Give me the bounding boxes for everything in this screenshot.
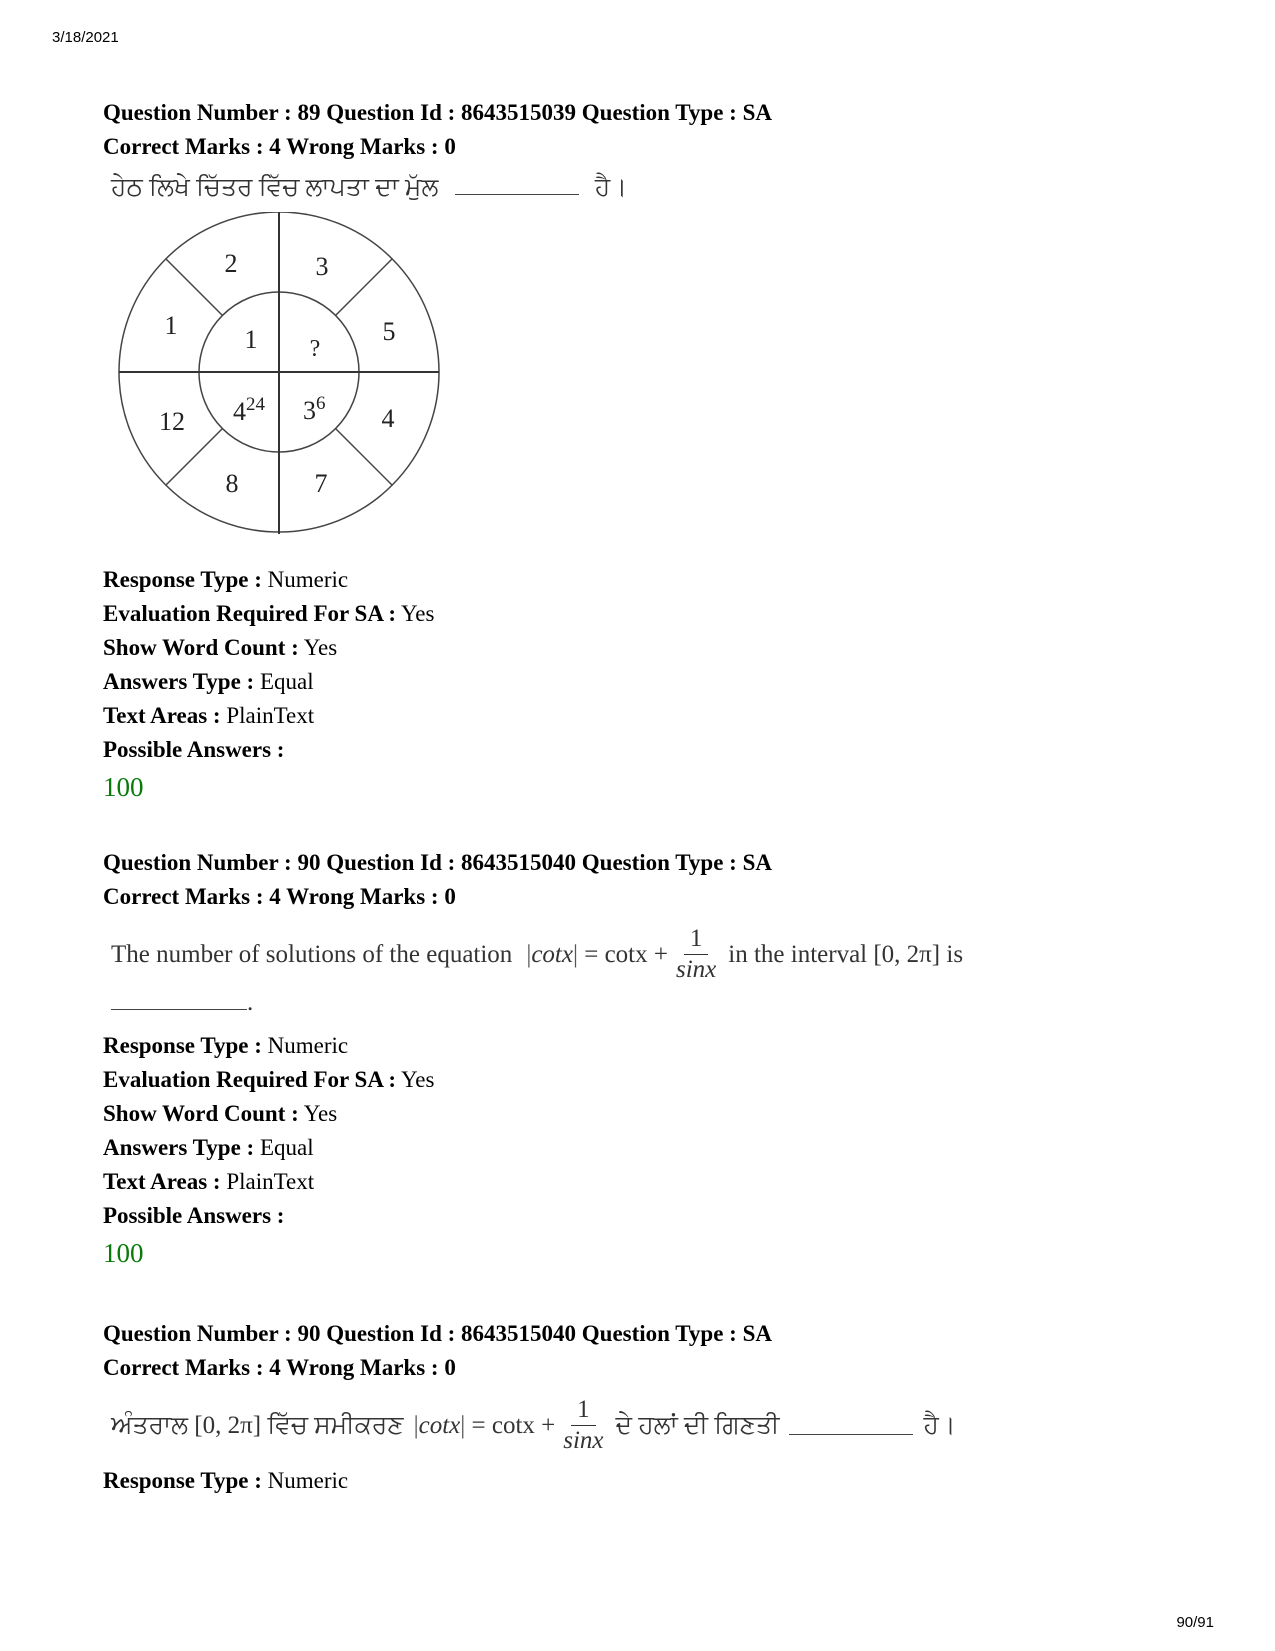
meta-label: Possible Answers : bbox=[103, 737, 285, 762]
outer-number: 8 bbox=[225, 469, 239, 498]
question-stem bbox=[111, 174, 1213, 202]
question-meta bbox=[103, 563, 1213, 767]
question-header: Question Number : 90 Question Id : 8643515040 Question Type : SA bbox=[103, 1321, 772, 1346]
outer-number: 7 bbox=[314, 469, 328, 498]
question-stem bbox=[111, 924, 1213, 985]
meta-label: Show Word Count : bbox=[103, 1101, 299, 1126]
outer-number: 4 bbox=[381, 404, 395, 433]
radial-line bbox=[166, 429, 222, 485]
meta-row bbox=[103, 1063, 1213, 1097]
meta-row bbox=[103, 733, 1213, 767]
meta-label: Text Areas : bbox=[103, 1169, 221, 1194]
meta-row bbox=[103, 563, 1213, 597]
answer-blank bbox=[111, 991, 247, 1010]
marks-line: Correct Marks : 4 Wrong Marks : 0 bbox=[103, 884, 456, 909]
meta-row bbox=[103, 597, 1213, 631]
meta-row bbox=[103, 699, 1213, 733]
meta-row bbox=[103, 1131, 1213, 1165]
meta-value: Yes bbox=[303, 1101, 338, 1126]
fraction: $\frac{1}{\sin x}$ bbox=[675, 925, 717, 983]
question-90-punjabi bbox=[103, 1317, 1213, 1498]
print-date: 3/18/2021 bbox=[52, 29, 119, 46]
outer-number: 3 bbox=[315, 252, 329, 281]
marks-line: Correct Marks : 4 Wrong Marks : 0 bbox=[103, 1355, 456, 1380]
stem-text-end: ਹੈ। bbox=[594, 174, 628, 201]
marks-line: Correct Marks : 4 Wrong Marks : 0 bbox=[103, 134, 456, 159]
meta-label: Answers Type : bbox=[103, 669, 255, 694]
stem-text-tail: in the interval [0, 2π] is bbox=[728, 940, 964, 968]
meta-value: Equal bbox=[259, 669, 314, 694]
possible-answer: 100 bbox=[103, 1238, 144, 1268]
question-stem bbox=[111, 1395, 1213, 1456]
stem-text: ਅੰਤਰਾਲ [0, 2π] ਵਿੱਚ ਸਮੀਕਰਣ bbox=[111, 1411, 404, 1439]
outer-number: 1 bbox=[164, 311, 178, 340]
meta-row bbox=[103, 1029, 1213, 1063]
meta-value: Numeric bbox=[267, 567, 349, 592]
meta-value: PlainText bbox=[226, 703, 315, 728]
stem-text-end: ਹੈ। bbox=[923, 1411, 956, 1439]
meta-label: Show Word Count : bbox=[103, 635, 299, 660]
meta-value: Numeric bbox=[267, 1033, 349, 1058]
inner-number: $3^6$ bbox=[303, 393, 326, 425]
fraction: $\frac{1}{\sin x}$ bbox=[563, 1396, 604, 1454]
page-number: 90/91 bbox=[1176, 1614, 1214, 1631]
stem-text-tail: ਦੇ ਹਲਾਂ ਦੀ ਗਿਣਤੀ bbox=[615, 1411, 780, 1439]
radial-line bbox=[336, 259, 392, 315]
meta-row bbox=[103, 631, 1213, 665]
meta-row bbox=[103, 1165, 1213, 1199]
outer-number: 12 bbox=[159, 407, 185, 436]
question-header: Question Number : 90 Question Id : 8643515040 Question Type : SA bbox=[103, 850, 772, 875]
meta-value: Equal bbox=[259, 1135, 314, 1160]
question-90-english bbox=[103, 846, 1213, 1271]
meta-row bbox=[103, 1464, 1213, 1498]
question-meta bbox=[103, 1029, 1213, 1233]
equation: |cotx| = cotx + bbox=[526, 940, 668, 968]
answer-blank bbox=[789, 1416, 913, 1435]
meta-label: Response Type : bbox=[103, 1033, 262, 1058]
inner-number: 1 bbox=[244, 325, 258, 354]
radial-line bbox=[166, 259, 222, 315]
meta-value: Yes bbox=[401, 601, 435, 626]
meta-value: Numeric bbox=[267, 1468, 349, 1493]
stem-text: The number of solutions of the equation bbox=[111, 940, 513, 968]
outer-number: 2 bbox=[224, 249, 238, 278]
inner-number: $4^{24}$ bbox=[233, 394, 265, 426]
meta-value: Yes bbox=[303, 635, 338, 660]
answer-blank-line: . bbox=[111, 989, 1213, 1017]
meta-label: Text Areas : bbox=[103, 703, 221, 728]
answer-blank bbox=[455, 176, 579, 195]
missing-value: ? bbox=[309, 336, 321, 362]
number-wheel-diagram bbox=[109, 212, 449, 552]
meta-label: Evaluation Required For SA : bbox=[103, 1067, 397, 1092]
meta-row bbox=[103, 1199, 1213, 1233]
radial-line bbox=[336, 429, 392, 485]
meta-value: Yes bbox=[401, 1067, 435, 1092]
meta-row bbox=[103, 665, 1213, 699]
meta-label: Evaluation Required For SA : bbox=[103, 601, 397, 626]
question-89 bbox=[103, 96, 1213, 805]
stem-text: ਹੇਠ ਲਿਖੇ ਚਿੱਤਰ ਵਿੱਚ ਲਾਪਤਾ ਦਾ ਮੁੱਲ bbox=[111, 174, 439, 201]
meta-label: Possible Answers : bbox=[103, 1203, 285, 1228]
question-header: Question Number : 89 Question Id : 8643515039 Question Type : SA bbox=[103, 100, 772, 125]
meta-value: PlainText bbox=[226, 1169, 315, 1194]
question-meta bbox=[103, 1464, 1213, 1498]
equation: |cotx| = cotx + bbox=[413, 1411, 556, 1439]
meta-row bbox=[103, 1097, 1213, 1131]
outer-number: 5 bbox=[382, 317, 396, 346]
possible-answer: 100 bbox=[103, 772, 144, 802]
meta-label: Answers Type : bbox=[103, 1135, 255, 1160]
meta-label: Response Type : bbox=[103, 1468, 262, 1493]
meta-label: Response Type : bbox=[103, 567, 262, 592]
